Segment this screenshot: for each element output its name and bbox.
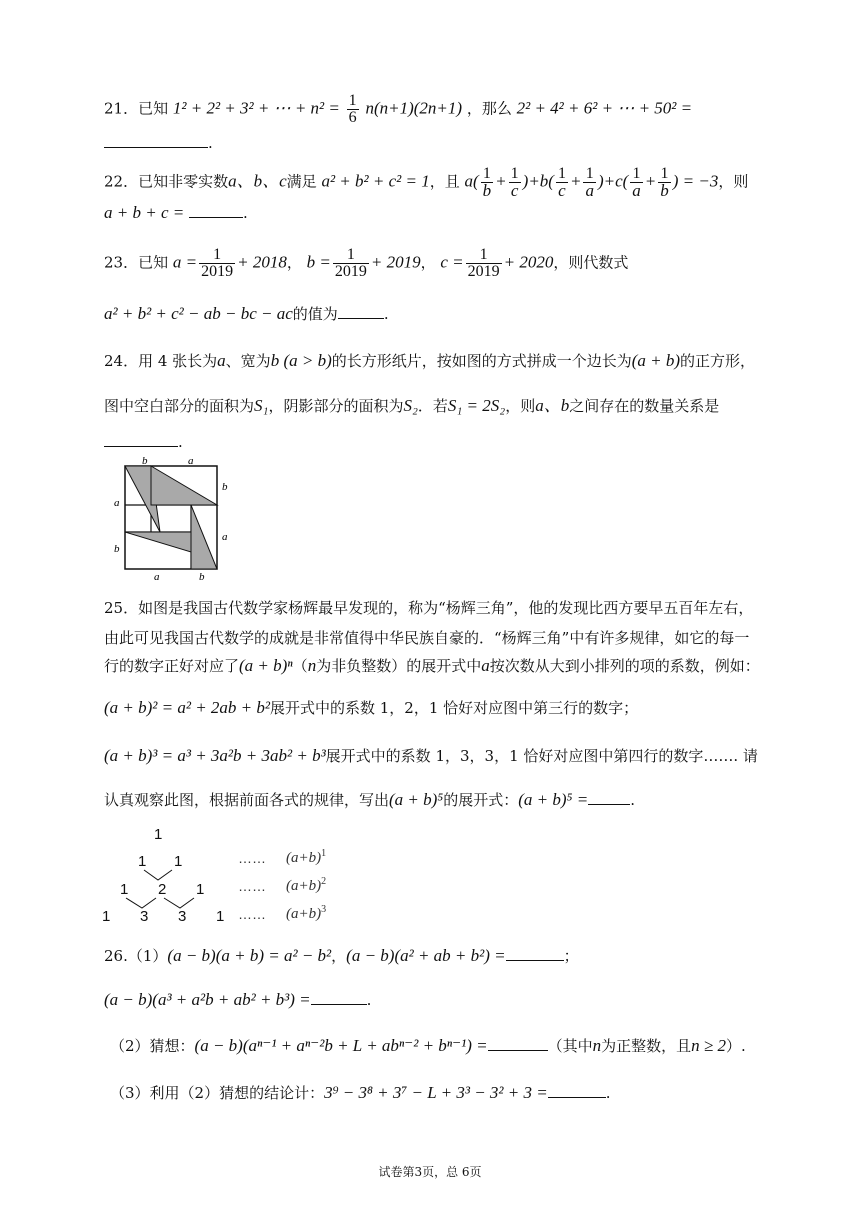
q24-s1: S₁ <box>254 396 269 415</box>
tri-r2-c1: 1 <box>138 853 147 870</box>
yanghui-triangle <box>100 826 230 926</box>
q22-plus-2: + <box>569 171 582 191</box>
q25-line1: 25．如图是我国古代数学家杨辉最早发现的，称为“杨辉三角”，他的发现比西方要早五百年左右， <box>104 599 754 617</box>
q22-f4-den: a <box>585 181 594 200</box>
q25-l3-b: （ <box>292 657 308 675</box>
q26-p1-blank-1[interactable] <box>506 946 564 961</box>
q26-line3 <box>110 1036 746 1056</box>
q21-frac-den: 6 <box>348 109 357 126</box>
tri-label-2-text: (a+b) <box>286 878 322 894</box>
q23-b-lhs: b = <box>306 252 331 272</box>
q22-frac-1 <box>481 166 494 199</box>
tri-dots-2: …… <box>238 878 266 894</box>
page-footer: 试卷第3页，总 6页 <box>378 1165 482 1179</box>
q22-expr-b: )+b( <box>522 171 554 191</box>
q22-mid2: ，且 <box>429 172 460 191</box>
q22-f1-den: b <box>482 181 492 200</box>
q22-f4-num: 1 <box>583 166 596 183</box>
q25-l6-expr: (a + b)⁵ <box>389 790 444 809</box>
fig-right-a: a <box>222 531 228 543</box>
tri-label-1-text: (a+b) <box>286 850 322 866</box>
q25-l3-var-a: a <box>481 656 490 675</box>
tri-r2-c2: 1 <box>174 853 183 870</box>
q25-line5 <box>104 746 758 766</box>
q24-answer-blank[interactable] <box>104 432 178 447</box>
fig-top-b: b <box>142 455 148 467</box>
tri-label-1-exp: 1 <box>321 848 327 859</box>
tri-r4-c1: 1 <box>102 908 111 925</box>
q26-p1-blank-2[interactable] <box>311 990 367 1005</box>
q23-a-lhs: a = <box>172 252 198 272</box>
tri-label-3-text: (a+b) <box>286 906 322 922</box>
q23-c-lhs: c = <box>440 252 464 272</box>
q23-expr: a² + b² + c² − ab − bc − ac <box>104 304 293 323</box>
tri-label-1 <box>286 848 326 867</box>
q24-l1-f: 的正方形， <box>680 352 756 370</box>
q23-end: . <box>383 305 389 323</box>
q22-line1 <box>104 166 748 199</box>
q25-l3-expr: (a + b)ⁿ <box>239 656 293 675</box>
q26-line1 <box>104 946 579 966</box>
q23-tail: ，则代数式 <box>553 253 629 272</box>
tri-label-3 <box>286 904 326 923</box>
q26-p1-e1: (a − b)(a + b) = a² − b² <box>167 946 332 965</box>
q23-b-num: 1 <box>333 247 369 264</box>
q22-expr-c: )+c( <box>597 171 629 191</box>
q22-frac-6 <box>658 166 671 199</box>
q21-prefix: 21．已知 <box>104 99 169 118</box>
q25-end: . <box>630 791 635 809</box>
q22-then: ，则 <box>718 172 749 191</box>
q24-l1-d: 的长方形纸片，按如图的方式拼成一个边长为 <box>331 352 632 370</box>
q21-formula2: 2² + 4² + 6² + ⋯ + 50² = <box>516 98 693 118</box>
q23-c-num: 1 <box>466 247 502 264</box>
q26-p1-sep: ， <box>331 947 347 965</box>
q24-l1-b: 、宽为 <box>225 352 271 370</box>
q22-frac-2 <box>509 166 521 199</box>
q22-condition: a² + b² + c² = 1 <box>321 171 430 191</box>
q22-f2-den: c <box>510 181 519 200</box>
q24-l2-b: ，阴影部分的面积为 <box>268 397 404 415</box>
q24-vars: a、b <box>535 396 570 415</box>
q25-l3-c: 为非负整数）的展开式中 <box>316 657 482 675</box>
q22-frac-5 <box>630 166 643 199</box>
tri-r3-c3: 1 <box>196 881 205 898</box>
q22-f2-num: 1 <box>510 165 519 182</box>
q26-p2-n: n <box>592 1036 602 1055</box>
fig-top-a: a <box>188 455 194 467</box>
q22-mid: 满足 <box>286 172 317 191</box>
q26-p3-prefix: （3）利用（2）猜想的结论计： <box>110 1084 325 1102</box>
tri-label-2-exp: 2 <box>321 876 327 887</box>
tri-label-2 <box>286 876 326 895</box>
q22-f6-den: b <box>660 181 669 200</box>
q22-frac-3 <box>556 166 568 199</box>
q21-mid: ，那么 <box>466 99 512 118</box>
fig-bot-b: b <box>199 571 205 582</box>
q24-line3 <box>104 432 183 452</box>
q24-l1-a: 24．用 4 张长为 <box>104 352 218 370</box>
q26-p3-expr: 3⁹ − 3⁸ + 3⁷ − L + 3³ − 3² + 3 = <box>324 1083 548 1102</box>
q23-c-den: 2019 <box>467 263 500 280</box>
q25-line3 <box>104 656 760 676</box>
q22-plus-3: + <box>644 171 657 191</box>
q23-b-den: 2019 <box>334 263 367 280</box>
q23-answer-blank[interactable] <box>338 304 384 319</box>
q23-a-frac <box>199 247 235 280</box>
q21-fraction <box>347 93 359 126</box>
q22-prefix: 22．已知非零实数 <box>104 172 229 191</box>
q23-b-rhs: + 2019 <box>370 252 421 272</box>
q25-line6 <box>104 790 635 810</box>
tri-connectors <box>100 826 230 926</box>
q24-square-figure <box>104 452 234 582</box>
tri-r4-c2: 3 <box>140 908 149 925</box>
q21-answer-blank[interactable] <box>104 133 208 148</box>
q24-l2-a: 图中空白部分的面积为 <box>104 397 255 415</box>
q25-l4-text: 展开式中的系数 1，2，1 恰好对应图中第三行的数字； <box>270 699 639 717</box>
q23-a-num: 1 <box>199 247 235 264</box>
q22-expr-a: a( <box>464 171 479 191</box>
q22-f5-num: 1 <box>630 166 643 183</box>
q26-p1-e2: (a − b)(a² + ab + b²) = <box>346 946 506 965</box>
tri-dots-3: …… <box>238 906 266 922</box>
q22-f6-num: 1 <box>658 166 671 183</box>
q25-l5-expr: (a + b)³ = a³ + 3a²b + 3ab² + b³ <box>104 746 326 765</box>
q21-frac-num: 1 <box>348 92 357 109</box>
q23-a-den: 2019 <box>201 263 234 280</box>
q22-ask: a + b + c = <box>104 203 185 222</box>
q24-line2 <box>104 396 719 416</box>
q24-l2-d: ，则 <box>505 397 536 415</box>
q25-l6-a: 认真观察此图，根据前面各式的规律，写出 <box>104 791 390 809</box>
q24-s2: S₂ <box>403 396 418 415</box>
q26-p3-blank[interactable] <box>548 1083 606 1098</box>
q24-l1-var-a: a <box>217 351 226 370</box>
q25-l4-expr: (a + b)² = a² + 2ab + b² <box>104 698 270 717</box>
q26-p1-prefix: 26.（1） <box>104 947 168 965</box>
q24-line1 <box>104 351 755 371</box>
q22-expr-end: ) = −3 <box>672 171 719 191</box>
q23-c-rhs: + 2020 <box>503 252 554 272</box>
q24-l2-e: 之间存在的数量关系是 <box>569 397 720 415</box>
q23-b-frac <box>333 247 369 280</box>
q22-line2 <box>104 203 248 223</box>
q26-p2-note-a: （其中 <box>547 1037 593 1055</box>
q26-p2-end: ）. <box>726 1037 746 1055</box>
q22-answer-blank[interactable] <box>189 203 243 218</box>
q26-p2-note-b: 为正整数，且 <box>601 1037 692 1055</box>
q26-p2-expr: (a − b)(aⁿ⁻¹ + aⁿ⁻²b + L + abⁿ⁻² + bⁿ⁻¹) = <box>194 1036 488 1055</box>
q23-prefix: 23．已知 <box>104 253 169 272</box>
q26-p2-prefix: （2）猜想： <box>110 1037 195 1055</box>
q24-l1-e: (a + b) <box>631 351 681 370</box>
q23-line2 <box>104 304 389 324</box>
tri-r4-c3: 3 <box>178 908 187 925</box>
fig-right-b: b <box>222 481 228 493</box>
q24-end: . <box>178 433 183 451</box>
q22-plus-1: + <box>495 171 507 191</box>
q21-formula-right: n(n+1)(2n+1) <box>365 98 463 118</box>
q25-l3-a: 行的数字正好对应了 <box>104 657 240 675</box>
q24-l1-c: b (a > b) <box>270 351 332 370</box>
q21-line1 <box>104 93 692 126</box>
q25-l6-ask: (a + b)⁵ = <box>518 790 589 809</box>
q25-l6-b: 的展开式： <box>443 791 519 809</box>
q26-p1-end: . <box>366 991 372 1009</box>
tri-r3-c2: 2 <box>158 881 167 898</box>
q26-line4 <box>110 1083 611 1103</box>
q21-formula-left: 1² + 2² + 3² + ⋯ + n² = <box>172 98 340 118</box>
q25-answer-blank[interactable] <box>588 790 630 805</box>
q22-f1-num: 1 <box>481 166 494 183</box>
q23-a-rhs: + 2018 <box>237 252 287 272</box>
q23-line1: 23．已知 a = $\frac{1}{2019}$ + 2018， b = $\frac{1}{2019}$ + 2019， c = $\frac{1}{2019}$ + 2020，则代数式 <box>104 246 629 280</box>
q22-f3-den: c <box>558 181 566 200</box>
q25-l5-text: 展开式中的系数 1，3，3，1 恰好对应图中第四行的数字……. 请 <box>325 747 758 765</box>
q26-p1-semi: ； <box>563 947 579 965</box>
q22-frac-4 <box>583 166 596 199</box>
q21-end: . <box>208 134 213 152</box>
q26-p2-blank[interactable] <box>488 1036 548 1051</box>
tri-dots-1: …… <box>238 850 266 866</box>
q22-f3-num: 1 <box>557 165 566 182</box>
q25-l3-n: n <box>307 656 317 675</box>
tri-r1-c1: 1 <box>154 826 163 843</box>
fig-left-b: b <box>114 543 120 555</box>
q25-l3-d: 按次数从大到小排列的项的系数，例如： <box>489 657 760 675</box>
q22-end: . <box>243 204 248 222</box>
q26-line2 <box>104 990 371 1010</box>
q22-f5-den: a <box>632 181 641 200</box>
fig-left-a: a <box>114 497 120 509</box>
q24-l2-c: ．若 <box>417 397 448 415</box>
tri-r4-c4: 1 <box>216 908 225 925</box>
q23-ask: 的值为 <box>292 305 338 323</box>
q23-c-frac <box>466 247 502 280</box>
q25-line4 <box>104 698 638 718</box>
q21-answer-line <box>104 133 213 153</box>
tri-r3-c1: 1 <box>120 881 129 898</box>
q26-p1-e3: (a − b)(a³ + a²b + ab² + b³) = <box>104 990 311 1009</box>
q26-p2-cond: n ≥ 2 <box>691 1036 726 1055</box>
q26-p3-end: . <box>605 1084 611 1102</box>
fig-bot-a: a <box>154 571 160 582</box>
tri-label-3-exp: 3 <box>321 904 327 915</box>
q24-cond: S₁ = 2S₂ <box>447 396 506 415</box>
q25-line2: 由此可见我国古代数学的成就是非常值得中华民族自豪的．“杨辉三角”中有许多规律，如它的每一 <box>104 629 750 647</box>
q22-vars: a、b、c <box>228 171 287 191</box>
